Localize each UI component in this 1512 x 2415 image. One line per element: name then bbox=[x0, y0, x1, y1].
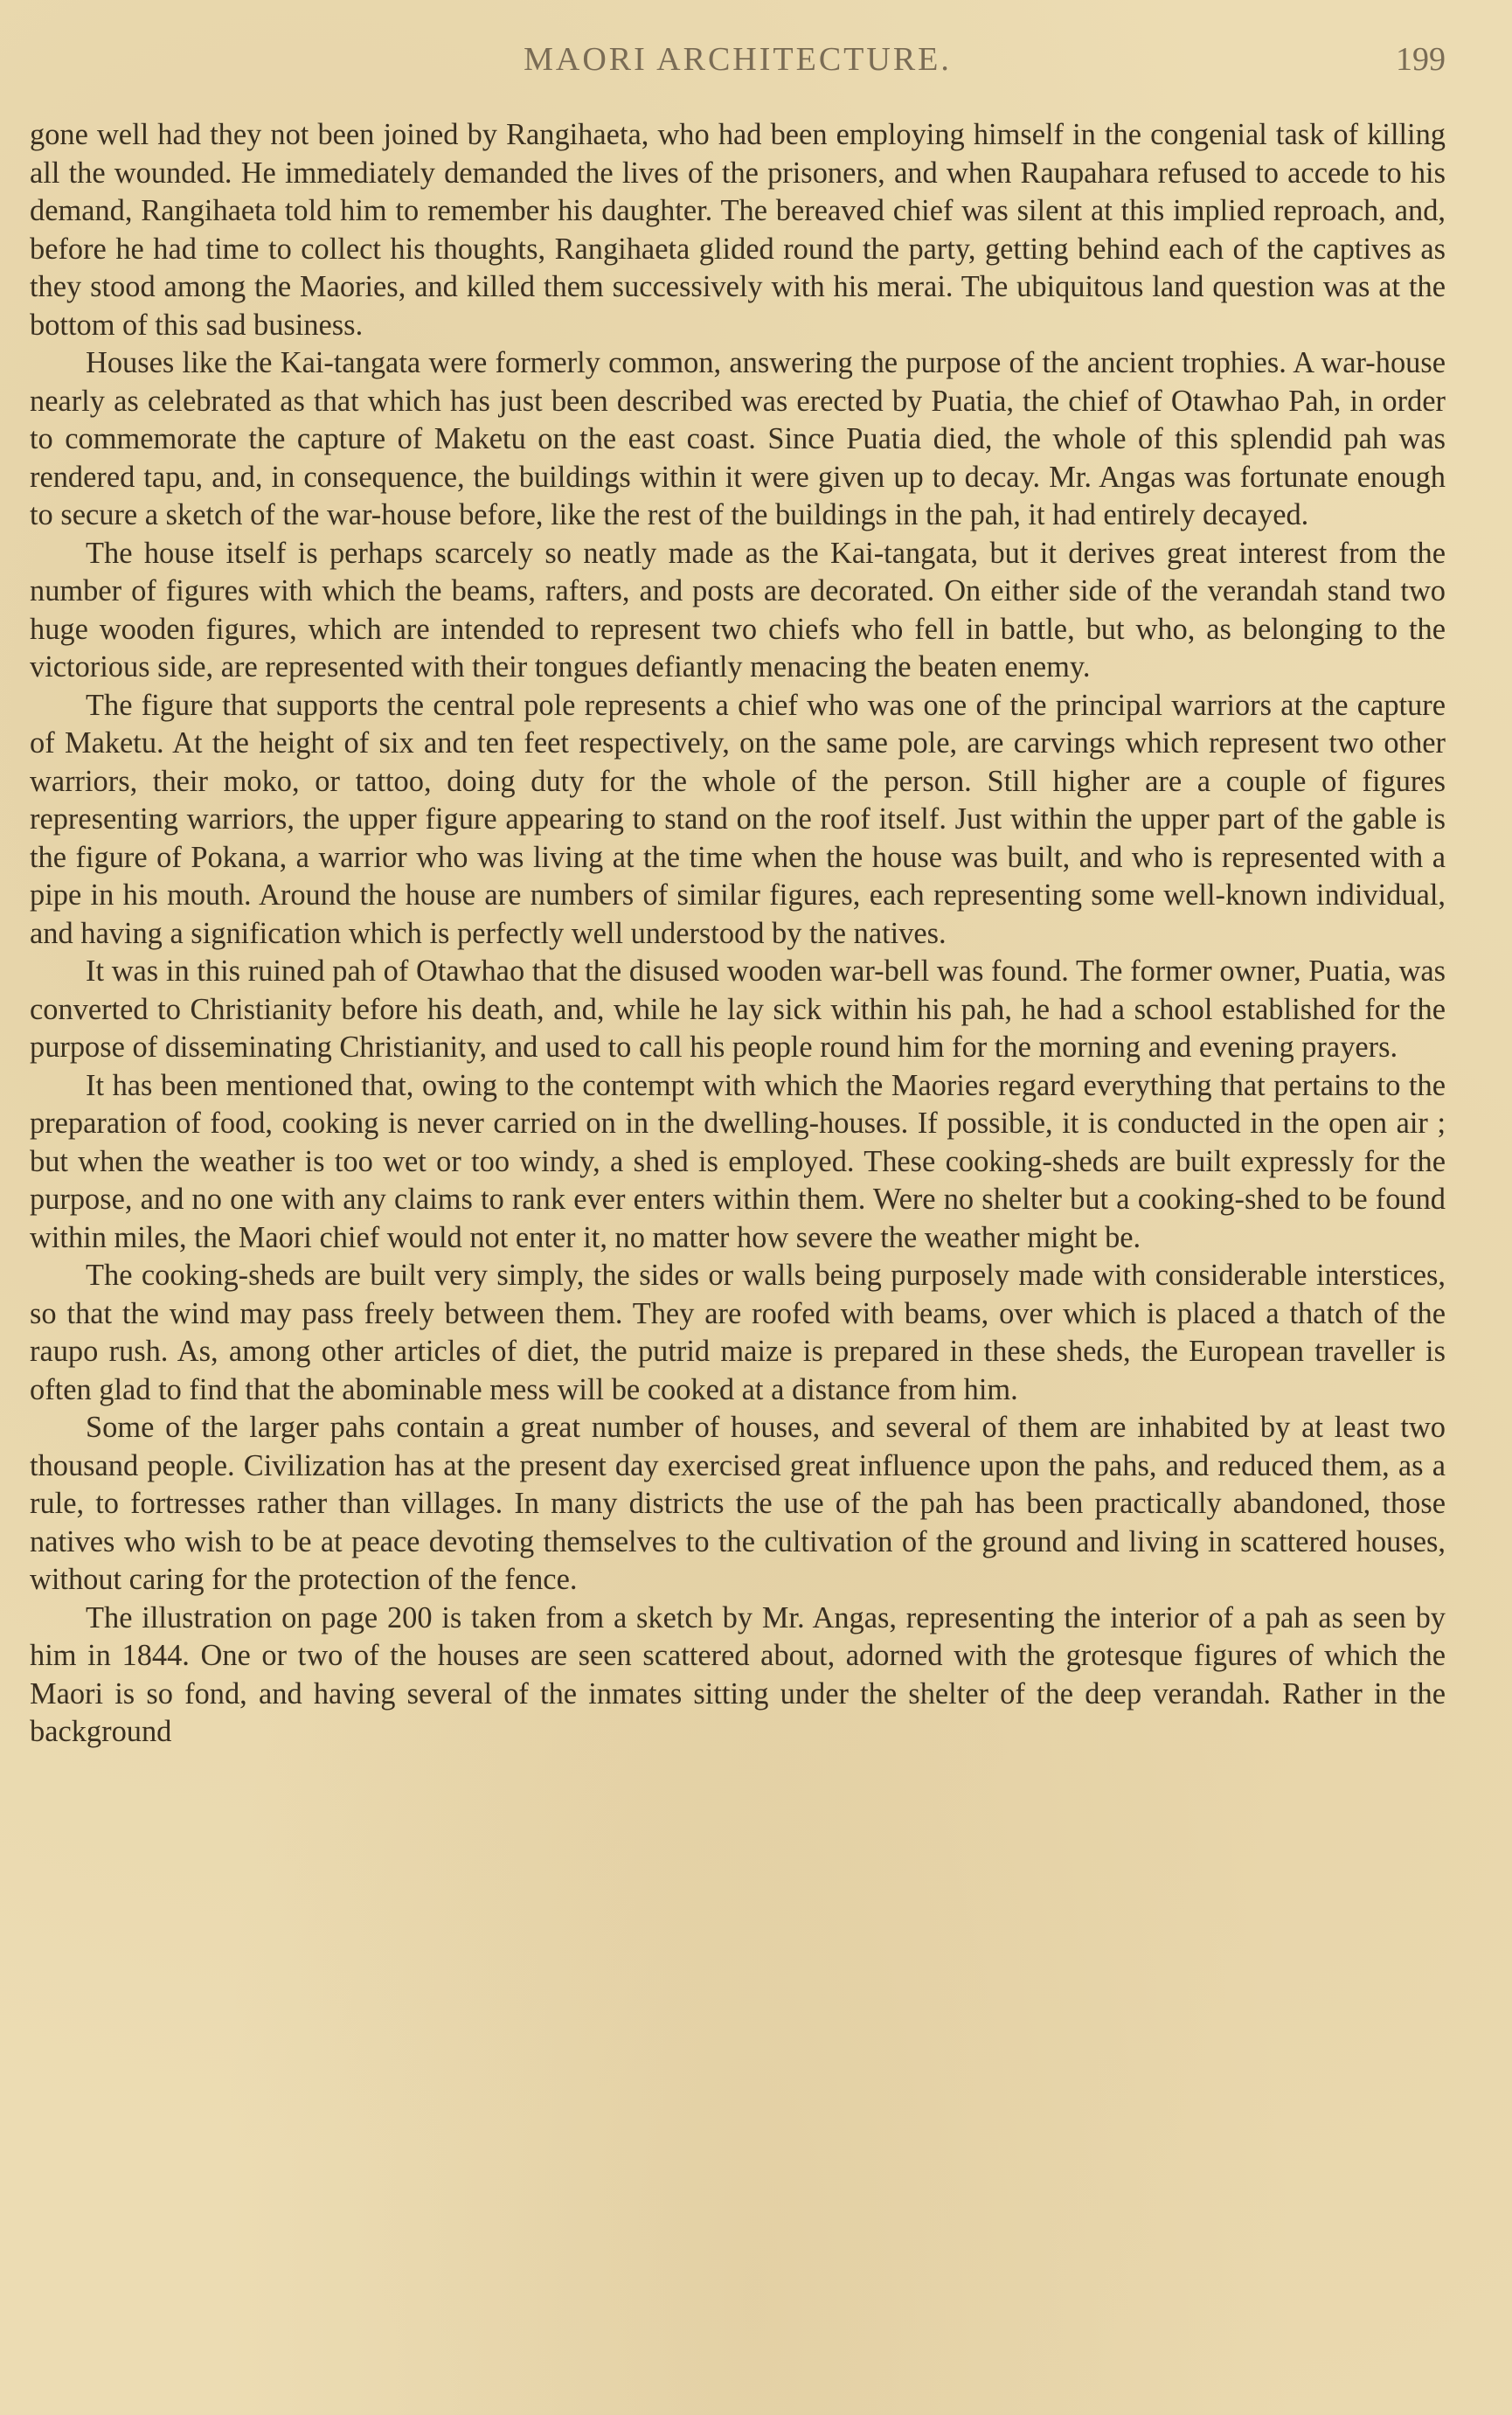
page-number: 199 bbox=[1396, 41, 1446, 78]
paragraph: The house itself is perhaps scarcely so neatly made as the Kai-tangata, but it derives great interest from the number of figures with which the beams, rafters, and posts are decorated. On either side of the verandah stand two huge wooden figures, which are intended to represent two chiefs who fell in battle, but who, as belonging to the victorious side, are represented with their tongues defiantly menacing the beaten enemy. bbox=[30, 536, 1446, 684]
paragraph: The illustration on page 200 is taken from a sketch by Mr. Angas, representing the interior of a pah as seen by him in 1844. One or two of the houses are seen scattered about, adorned with the grotesque figures of which the Maori is so fond, and having several of the inmates sitting under the shelter of the deep verandah. Rather in the background bbox=[30, 1600, 1446, 1748]
paragraph: The figure that supports the central pole represents a chief who was one of the principal warriors at the capture of Maketu. At the height of six and ten feet respectively, on the same pole, are carvings which represent two other warriors, their moko, or tattoo, doing duty for the whole of the person. Still higher are a couple of figures representing warriors, the upper figure appearing to stand on the roof itself. Just within the upper part of the gable is the figure of Pokana, a warrior who was living at the time when the house was built, and who is represented with a pipe in his mouth. Around the house are numbers of similar figures, each representing some well-known individual, and having a signification which is perfectly well understood by the natives. bbox=[30, 688, 1446, 950]
running-head bbox=[30, 40, 1446, 82]
paragraph: It was in this ruined pah of Otawhao that the disused wooden war-bell was found. The former owner, Puatia, was converted to Christianity before his death, and, while he lay sick within his pah, he had a school established for the purpose of disseminating Christianity, and used to call his people round him for the morning and evening prayers. bbox=[30, 954, 1446, 1064]
paragraph: Some of the larger pahs contain a great number of houses, and several of them are inhabited by at least two thousand people. Civilization has at the present day exercised great influence upon the pahs, and reduced them, as a rule, to fortresses rather than villages. In many districts the use of the pah has been practically abandoned, those natives who wish to be at peace devoting themselves to the cultivation of the ground and living in scattered houses, without caring for the protection of the fence. bbox=[30, 1411, 1446, 1596]
running-title: MAORI ARCHITECTURE. bbox=[524, 41, 952, 78]
paragraph: It has been mentioned that, owing to the contempt with which the Maories regard everything that pertains to the preparation of food, cooking is never carried on in the dwelling-houses. If possible, it is conducted in the open air ; but when the weather is too wet or too windy, a shed is employed. These cooking-sheds are built expressly for the purpose, and no one with any claims to rank ever enters within them. Were no shelter but a cooking-shed to be found within miles, the Maori chief would not enter it, no matter how severe the weather might be. bbox=[30, 1068, 1446, 1254]
body-text bbox=[30, 116, 1446, 1752]
paragraph-continued: gone well had they not been joined by Rangihaeta, who had been employing himself in the congenial task of killing all the wounded. He immediately demanded the lives of the prisoners, and when Raupahara refused to accede to his demand, Rangihaeta told him to remember his daughter. The bereaved chief was silent at this implied reproach, and, before he had time to collect his thoughts, Rangihaeta glided round the party, getting behind each of the captives as they stood among the Maories, and killed them successively with his merai. The ubiquitous land question was at the bottom of this sad business. bbox=[30, 118, 1446, 342]
paragraph: The cooking-sheds are built very simply, the sides or walls being purposely made with considerable interstices, so that the wind may pass freely between them. They are roofed with beams, over which is placed a thatch of the raupo rush. As, among other articles of diet, the putrid maize is prepared in these sheds, the European traveller is often glad to find that the abominable mess will be cooked at a distance from him. bbox=[30, 1259, 1446, 1406]
paragraph: Houses like the Kai-tangata were formerly common, answering the purpose of the ancient trophies. A war-house nearly as celebrated as that which has just been described was erected by Puatia, the chief of Otawhao Pah, in order to commemorate the capture of Maketu on the east coast. Since Puatia died, the whole of this splendid pah was rendered tapu, and, in consequence, the buildings within it were given up to decay. Mr. Angas was fortunate enough to secure a sketch of the war-house before, like the rest of the buildings in the pah, it had entirely decayed. bbox=[30, 346, 1446, 531]
